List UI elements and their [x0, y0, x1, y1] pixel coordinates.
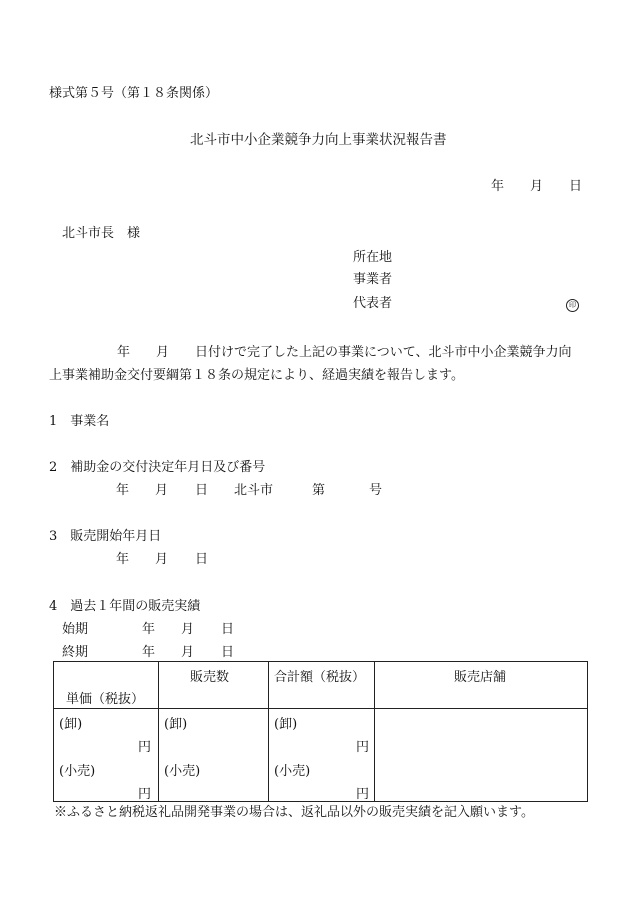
item3-month: 月 — [155, 552, 169, 567]
start-month: 月 — [181, 622, 195, 637]
body-month: 月 — [156, 345, 170, 360]
quantity-retail: (小売) — [164, 764, 201, 779]
document-title: 北斗市中小企業競争力向上事業状況報告書 — [190, 132, 447, 148]
total-yen: 円 — [356, 787, 370, 802]
item2-label: 2 補助金の交付決定年月日及び番号 — [49, 460, 266, 475]
representative-label: 代表者 — [353, 296, 393, 311]
form-number: 様式第５号（第１８条関係） — [49, 86, 219, 101]
period-end-label: 終期 — [62, 645, 89, 660]
item1-label: 1 事業名 — [49, 414, 110, 429]
unit-price-yen: 円 — [138, 740, 152, 755]
addressee: 北斗市長 様 — [62, 226, 141, 241]
quantity-wholesale: (卸) — [164, 717, 188, 732]
unit-price-retail: (小売) — [59, 764, 96, 779]
header-quantity: 販売数 — [190, 670, 230, 685]
period-start-label: 始期 — [62, 622, 89, 637]
date-day: 日 — [569, 179, 583, 194]
table-divider — [374, 662, 375, 801]
body-line2: 上事業補助金交付要綱第１８条の規定により、経過実績を報告します。 — [49, 368, 464, 383]
item2-year: 年 — [116, 483, 130, 498]
date-year: 年 — [491, 179, 505, 194]
header-store: 販売店舗 — [454, 670, 507, 685]
item3-day: 日 — [195, 552, 209, 567]
item2-city: 北斗市 — [234, 483, 274, 498]
start-year: 年 — [142, 622, 156, 637]
end-day: 日 — [221, 645, 235, 660]
body-year: 年 — [117, 345, 131, 360]
total-yen: 円 — [356, 740, 370, 755]
table-divider — [54, 708, 587, 709]
item2-month: 月 — [155, 483, 169, 498]
item2-day: 日 — [195, 483, 209, 498]
item4-label: 4 過去１年間の販売実績 — [49, 599, 201, 614]
table-divider — [158, 662, 159, 801]
item2-dai: 第 — [312, 483, 326, 498]
business-label: 事業者 — [353, 272, 393, 287]
item3-year: 年 — [116, 552, 130, 567]
date-month: 月 — [530, 179, 544, 194]
total-wholesale: (卸) — [274, 717, 298, 732]
seal-icon: 印 — [566, 299, 579, 312]
header-unit-price: 単価（税抜） — [66, 692, 145, 707]
start-day: 日 — [221, 622, 235, 637]
item3-label: 3 販売開始年月日 — [49, 529, 162, 544]
address-label: 所在地 — [353, 250, 393, 265]
seal-mark — [566, 297, 579, 312]
footnote: ※ふるさと納税返礼品開発事業の場合は、返礼品以外の販売実績を記入願います。 — [54, 805, 534, 820]
end-month: 月 — [181, 645, 195, 660]
item2-go: 号 — [369, 483, 383, 498]
header-total: 合計額（税抜） — [274, 670, 366, 685]
total-retail: (小売) — [274, 764, 311, 779]
body-line1: 日付けで完了した上記の事業について、北斗市中小企業競争力向 — [195, 345, 572, 360]
unit-price-yen: 円 — [138, 787, 152, 802]
unit-price-wholesale: (卸) — [59, 717, 83, 732]
table-divider — [268, 662, 269, 801]
sales-table — [53, 661, 588, 802]
end-year: 年 — [142, 645, 156, 660]
